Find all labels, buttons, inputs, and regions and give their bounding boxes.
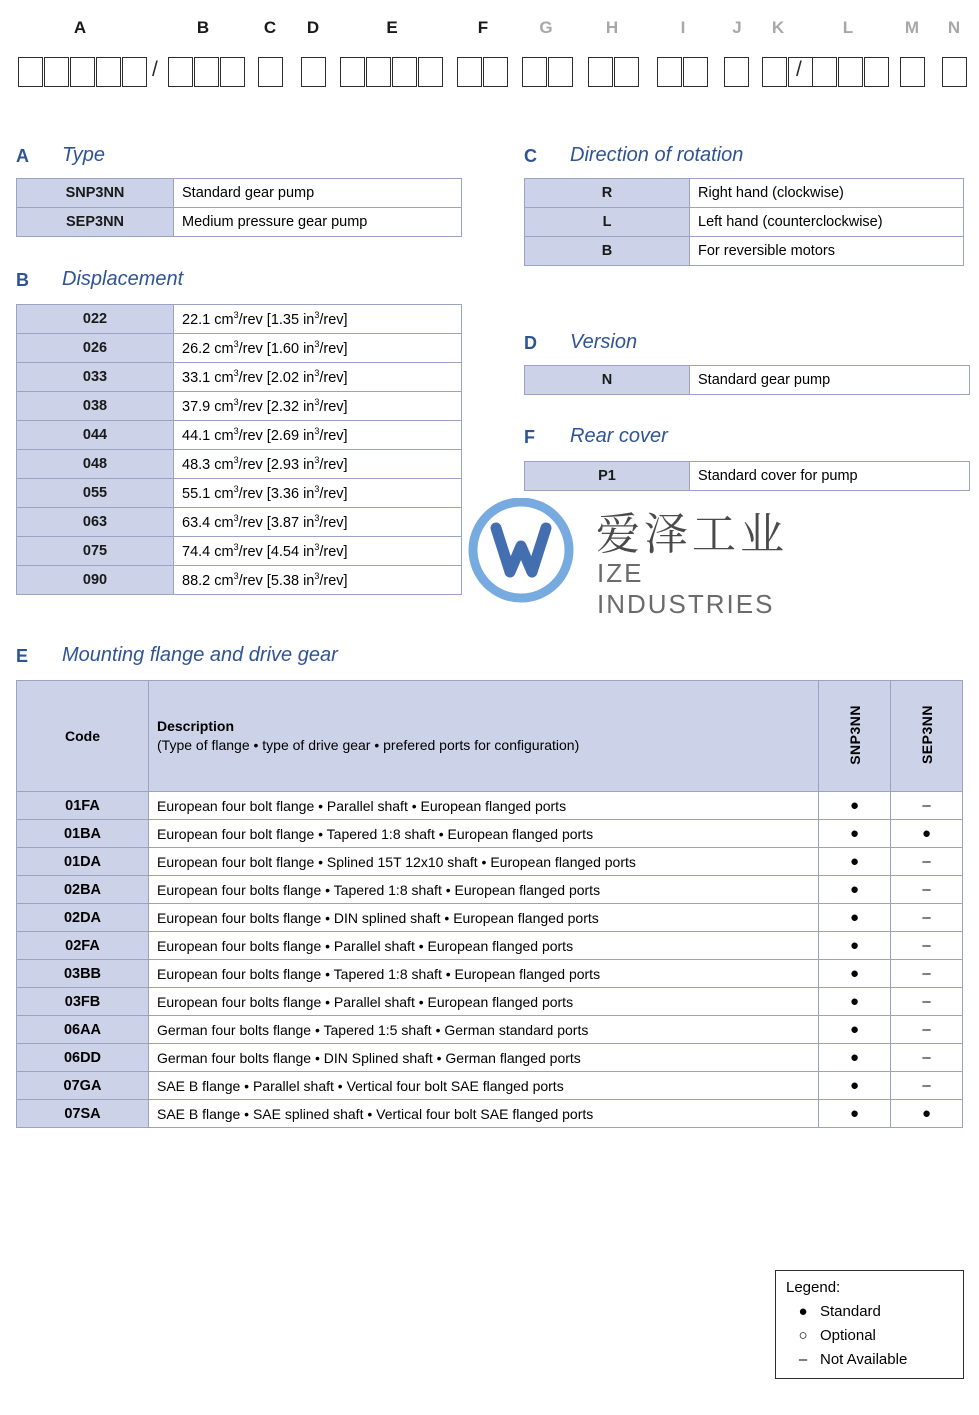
code-box	[168, 57, 193, 87]
code-letter-i: I	[680, 18, 686, 37]
displacement-value: 44.1 $cm^3$/rev [2.69 $in^3/rev$]	[174, 421, 462, 450]
watermark-text-cn: 爱泽工业	[596, 509, 788, 560]
legend-label: Not Available	[820, 1351, 908, 1368]
availability-sep3nn: ●	[891, 820, 963, 848]
version-desc: Standard gear pump	[690, 366, 970, 395]
code-box	[548, 57, 573, 87]
code-box	[812, 57, 837, 87]
legend-box	[775, 1270, 964, 1379]
table-row	[17, 537, 462, 566]
section-a-title: Type	[62, 144, 105, 166]
table-row	[17, 876, 963, 904]
section-d-letter: D	[524, 333, 537, 353]
code-box	[96, 57, 121, 87]
flange-code: 07GA	[17, 1072, 149, 1100]
code-box	[762, 57, 787, 87]
code-box	[614, 57, 639, 87]
code-letter-d: D	[306, 18, 320, 37]
flange-description: European four bolts flange • Tapered 1:8 shaft • European flanged ports	[149, 876, 819, 904]
section-e-title: Mounting flange and drive gear	[62, 644, 338, 666]
table-row	[525, 462, 970, 491]
code-letter-g: G	[539, 18, 553, 37]
code-box	[657, 57, 682, 87]
section-e-letter: E	[16, 646, 29, 666]
flange-code: 03BB	[17, 960, 149, 988]
flange-description: German four bolts flange • DIN Splined shaft • German flanged ports	[149, 1044, 819, 1072]
section-c-letter: C	[524, 146, 537, 166]
type-code: SEP3NN	[17, 208, 174, 237]
displacement-code: 048	[17, 450, 174, 479]
table-row	[17, 334, 462, 363]
table-row	[17, 1100, 963, 1128]
availability-snp3nn: ●	[819, 932, 891, 960]
table-row	[17, 508, 462, 537]
rotation-desc: For reversible motors	[690, 237, 964, 266]
flange-code: 06DD	[17, 1044, 149, 1072]
table-row	[17, 479, 462, 508]
section-b-title: Displacement	[62, 268, 184, 290]
table-row	[17, 179, 462, 208]
displacement-code: 063	[17, 508, 174, 537]
code-box	[44, 57, 69, 87]
flange-code: 06AA	[17, 1016, 149, 1044]
code-box	[122, 57, 147, 87]
code-separator-slash: /	[152, 58, 158, 81]
code-box	[340, 57, 365, 87]
legend-item-optional	[786, 1327, 953, 1344]
code-box	[724, 57, 749, 87]
table-row	[17, 421, 462, 450]
legend-label: Standard	[820, 1303, 881, 1320]
section-b-letter: B	[16, 270, 29, 290]
code-box	[194, 57, 219, 87]
table-direction-of-rotation	[524, 178, 964, 266]
table-row	[17, 960, 963, 988]
table-row	[17, 566, 462, 595]
flange-description: European four bolt flange • Tapered 1:8 shaft • European flanged ports	[149, 820, 819, 848]
code-box	[942, 57, 967, 87]
code-letter-a: A	[73, 18, 87, 37]
code-box	[457, 57, 482, 87]
header-sep3nn: SEP3NN	[891, 681, 963, 792]
availability-sep3nn: –	[891, 848, 963, 876]
availability-snp3nn: ●	[819, 1100, 891, 1128]
watermark	[466, 498, 826, 619]
code-letter-m: M	[904, 18, 920, 37]
type-code: SNP3NN	[17, 179, 174, 208]
displacement-code: 026	[17, 334, 174, 363]
code-letter-b: B	[196, 18, 210, 37]
displacement-code: 044	[17, 421, 174, 450]
code-separator-slash: /	[796, 58, 802, 81]
availability-snp3nn: ●	[819, 988, 891, 1016]
section-f-letter: F	[524, 427, 535, 447]
rotation-desc: Right hand (clockwise)	[690, 179, 964, 208]
legend-item-not-available	[786, 1351, 953, 1368]
rotation-code: B	[525, 237, 690, 266]
table-row	[17, 792, 963, 820]
code-box	[864, 57, 889, 87]
availability-snp3nn: ●	[819, 792, 891, 820]
displacement-value: 55.1 $cm^3$/rev [3.36 $in^3/rev$]	[174, 479, 462, 508]
watermark-text-en: IZE INDUSTRIES	[597, 558, 775, 619]
rotation-desc: Left hand (counterclockwise)	[690, 208, 964, 237]
code-letter-n: N	[947, 18, 961, 37]
code-box	[900, 57, 925, 87]
displacement-code: 075	[17, 537, 174, 566]
displacement-value: 22.1 $cm^3$/rev [1.35 $in^3/rev$]	[174, 305, 462, 334]
displacement-value: 26.2 $cm^3$/rev [1.60 $in^3/rev$]	[174, 334, 462, 363]
legend-label: Optional	[820, 1327, 876, 1344]
table-row	[17, 1072, 963, 1100]
displacement-value: 48.3 $cm^3$/rev [2.93 $in^3/rev$]	[174, 450, 462, 479]
availability-snp3nn: ●	[819, 848, 891, 876]
code-letter-e: E	[386, 18, 398, 37]
displacement-code: 022	[17, 305, 174, 334]
type-desc: Standard gear pump	[174, 179, 462, 208]
table-row	[17, 208, 462, 237]
code-box	[522, 57, 547, 87]
flange-code: 01FA	[17, 792, 149, 820]
table-row	[17, 1044, 963, 1072]
code-box	[483, 57, 508, 87]
hollow-circle-icon: ○	[798, 1327, 808, 1344]
availability-snp3nn: ●	[819, 1044, 891, 1072]
availability-sep3nn: –	[891, 792, 963, 820]
table-row	[17, 363, 462, 392]
table-row	[17, 904, 963, 932]
flange-description: European four bolt flange • Splined 15T 12x10 shaft • European flanged ports	[149, 848, 819, 876]
flange-description: European four bolt flange • Parallel shaft • European flanged ports	[149, 792, 819, 820]
flange-code: 07SA	[17, 1100, 149, 1128]
code-letter-l: L	[842, 18, 854, 37]
table-version	[524, 365, 970, 395]
flange-description: European four bolts flange • Parallel shaft • European flanged ports	[149, 932, 819, 960]
availability-sep3nn: –	[891, 904, 963, 932]
availability-sep3nn: –	[891, 876, 963, 904]
availability-sep3nn: –	[891, 988, 963, 1016]
flange-code: 01DA	[17, 848, 149, 876]
availability-snp3nn: ●	[819, 1016, 891, 1044]
code-box	[418, 57, 443, 87]
table-row	[17, 932, 963, 960]
table-header-row	[17, 681, 963, 792]
displacement-code: 038	[17, 392, 174, 421]
rear-cover-code: P1	[525, 462, 690, 491]
flange-description: German four bolts flange • Tapered 1:5 shaft • German standard ports	[149, 1016, 819, 1044]
code-box	[392, 57, 417, 87]
section-c-title: Direction of rotation	[570, 144, 744, 166]
section-f-title: Rear cover	[570, 425, 668, 447]
code-box	[220, 57, 245, 87]
table-row	[17, 450, 462, 479]
header-code: Code	[17, 681, 149, 792]
availability-sep3nn: ●	[891, 1100, 963, 1128]
legend-item-standard	[786, 1303, 953, 1320]
availability-sep3nn: –	[891, 1016, 963, 1044]
table-displacement	[16, 304, 462, 595]
rear-cover-desc: Standard cover for pump	[690, 462, 970, 491]
displacement-value: 63.4 $cm^3$/rev [3.87 $in^3/rev$]	[174, 508, 462, 537]
displacement-value: 33.1 $cm^3$/rev [2.02 $in^3/rev$]	[174, 363, 462, 392]
code-letter-j: J	[732, 18, 742, 37]
section-a-letter: A	[16, 146, 29, 166]
table-mounting-flange-drive-gear	[16, 680, 963, 1128]
availability-snp3nn: ●	[819, 820, 891, 848]
code-box	[18, 57, 43, 87]
code-box	[301, 57, 326, 87]
code-letter-c: C	[263, 18, 277, 37]
rotation-code: L	[525, 208, 690, 237]
availability-snp3nn: ●	[819, 904, 891, 932]
ize-logo-icon	[466, 498, 586, 608]
flange-description: SAE B flange • Parallel shaft • Vertical four bolt SAE flanged ports	[149, 1072, 819, 1100]
code-letter-f: F	[477, 18, 489, 37]
flange-code: 02BA	[17, 876, 149, 904]
code-box	[258, 57, 283, 87]
availability-snp3nn: ●	[819, 960, 891, 988]
availability-sep3nn: –	[891, 960, 963, 988]
flange-description: European four bolts flange • Tapered 1:8 shaft • European flanged ports	[149, 960, 819, 988]
table-row	[525, 208, 964, 237]
availability-snp3nn: ●	[819, 1072, 891, 1100]
flange-description: SAE B flange • SAE splined shaft • Vertical four bolt SAE flanged ports	[149, 1100, 819, 1128]
code-letter-h: H	[605, 18, 619, 37]
code-box	[838, 57, 863, 87]
availability-snp3nn: ●	[819, 876, 891, 904]
displacement-value: 37.9 $cm^3$/rev [2.32 $in^3/rev$]	[174, 392, 462, 421]
rotation-code: R	[525, 179, 690, 208]
filled-circle-icon: ●	[798, 1303, 808, 1320]
type-desc: Medium pressure gear pump	[174, 208, 462, 237]
flange-description: European four bolts flange • DIN splined shaft • European flanged ports	[149, 904, 819, 932]
displacement-code: 090	[17, 566, 174, 595]
legend-title: Legend:	[786, 1279, 841, 1296]
table-row	[17, 1016, 963, 1044]
table-row	[525, 179, 964, 208]
availability-sep3nn: –	[891, 932, 963, 960]
displacement-value: 88.2 $cm^3$/rev [5.38 $in^3/rev$]	[174, 566, 462, 595]
availability-sep3nn: –	[891, 1072, 963, 1100]
flange-code: 02DA	[17, 904, 149, 932]
table-rear-cover	[524, 461, 970, 491]
code-box	[366, 57, 391, 87]
availability-sep3nn: –	[891, 1044, 963, 1072]
flange-code: 01BA	[17, 820, 149, 848]
code-box	[683, 57, 708, 87]
displacement-value: 74.4 $cm^3$/rev [4.54 $in^3/rev$]	[174, 537, 462, 566]
table-row	[525, 366, 970, 395]
flange-code: 03FB	[17, 988, 149, 1016]
flange-code: 02FA	[17, 932, 149, 960]
table-row	[17, 305, 462, 334]
dash-icon: –	[798, 1351, 808, 1368]
table-row	[17, 848, 963, 876]
section-d-title: Version	[570, 331, 638, 353]
flange-description: European four bolts flange • Parallel shaft • European flanged ports	[149, 988, 819, 1016]
code-letter-k: K	[771, 18, 785, 37]
table-row	[17, 392, 462, 421]
displacement-code: 033	[17, 363, 174, 392]
table-type	[16, 178, 462, 237]
table-row	[17, 988, 963, 1016]
version-code: N	[525, 366, 690, 395]
code-box	[70, 57, 95, 87]
table-row	[525, 237, 964, 266]
code-box	[588, 57, 613, 87]
product-code-string	[0, 0, 979, 115]
displacement-code: 055	[17, 479, 174, 508]
header-description: Description (Type of flange • type of drive gear • prefered ports for configuration)	[149, 681, 819, 792]
header-snp3nn: SNP3NN	[819, 681, 891, 792]
table-row	[17, 820, 963, 848]
